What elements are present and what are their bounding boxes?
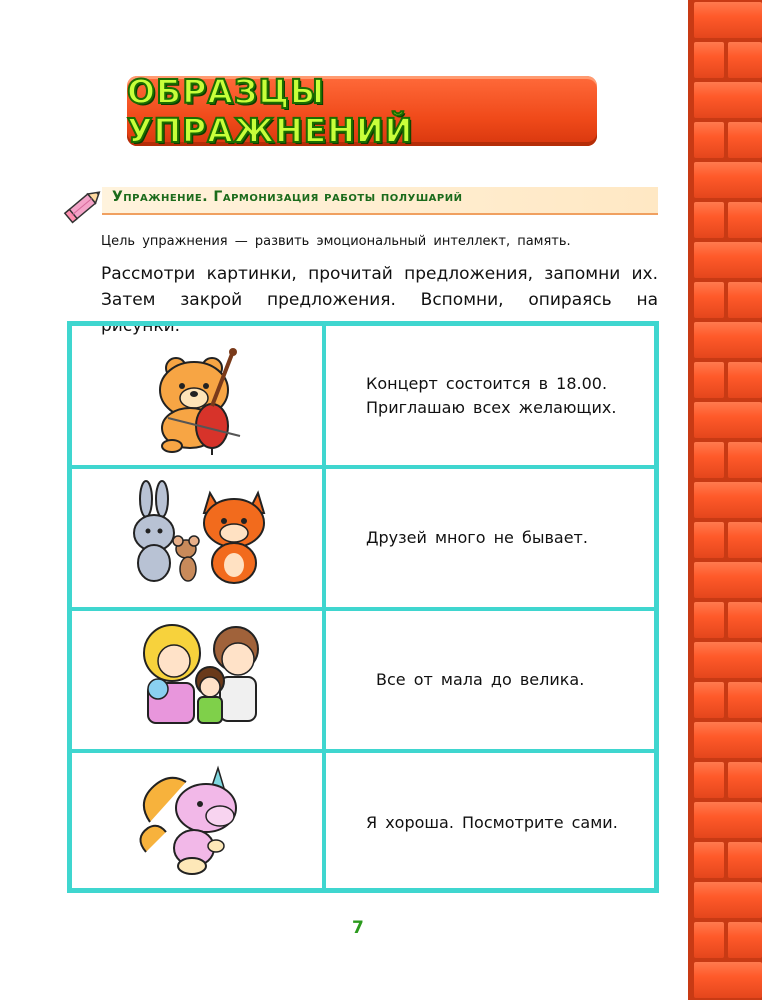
brick [728,442,762,478]
brick [728,42,762,78]
brick [694,42,724,78]
brick [728,682,762,718]
brick [728,762,762,798]
exercise-goal: Цель упражнения — развить эмоциональный интеллект, память. [101,234,571,249]
page-title: ОБРАЗЦЫ УПРАЖНЕНИЙ [127,72,414,150]
brick-border [688,0,762,1000]
brick [694,562,762,598]
brick [694,882,762,918]
row-2-text [330,469,656,607]
bear-cello-illustration [132,340,252,455]
brick [728,122,762,158]
exercise-title: Упражнение. Гармонизация работы полушарий [112,189,463,205]
brick [728,842,762,878]
brick [694,522,724,558]
family-illustration [134,619,274,731]
title-banner [127,72,597,150]
unicorn-illustration [136,762,246,880]
row-1-text [330,326,656,465]
brick [694,722,762,758]
brick [694,682,724,718]
row-3-text [330,611,656,749]
brick [694,962,762,998]
row-4-text [330,753,656,893]
brick [694,482,762,518]
brick [694,162,762,198]
brick [694,362,724,398]
brick [728,922,762,958]
brick [728,202,762,238]
brick [728,282,762,318]
brick [694,802,762,838]
brick [728,602,762,638]
page-number: 7 [352,918,364,938]
exercise-table [67,321,659,893]
brick [694,2,762,38]
sentence-line: Приглашаю всех желающих. [366,397,617,417]
brick [694,642,762,678]
brick [728,362,762,398]
brick [694,242,762,278]
brick [728,522,762,558]
exercise-instructions: Рассмотри картинки, прочитай предложения, запомни их. Затем закрой предложения. Вспомни, опираясь на рисунки. [101,264,658,336]
brick [694,322,762,358]
sentence-line: Я хороша. Посмотрите сами. [366,813,618,832]
brick [694,202,724,238]
brick [694,762,724,798]
brick [694,282,724,318]
brick [694,602,724,638]
sentence-line: Концерт состоится в 18.00. [366,373,608,393]
brick [694,402,762,438]
friends-illustration [130,479,270,589]
pencil-icon [62,183,106,227]
brick [694,442,724,478]
brick [694,922,724,958]
sentence-line: Друзей много не бывает. [366,528,588,547]
sentence-line: Все от мала до велика. [376,670,585,689]
brick [694,842,724,878]
brick [694,122,724,158]
brick [694,82,762,118]
